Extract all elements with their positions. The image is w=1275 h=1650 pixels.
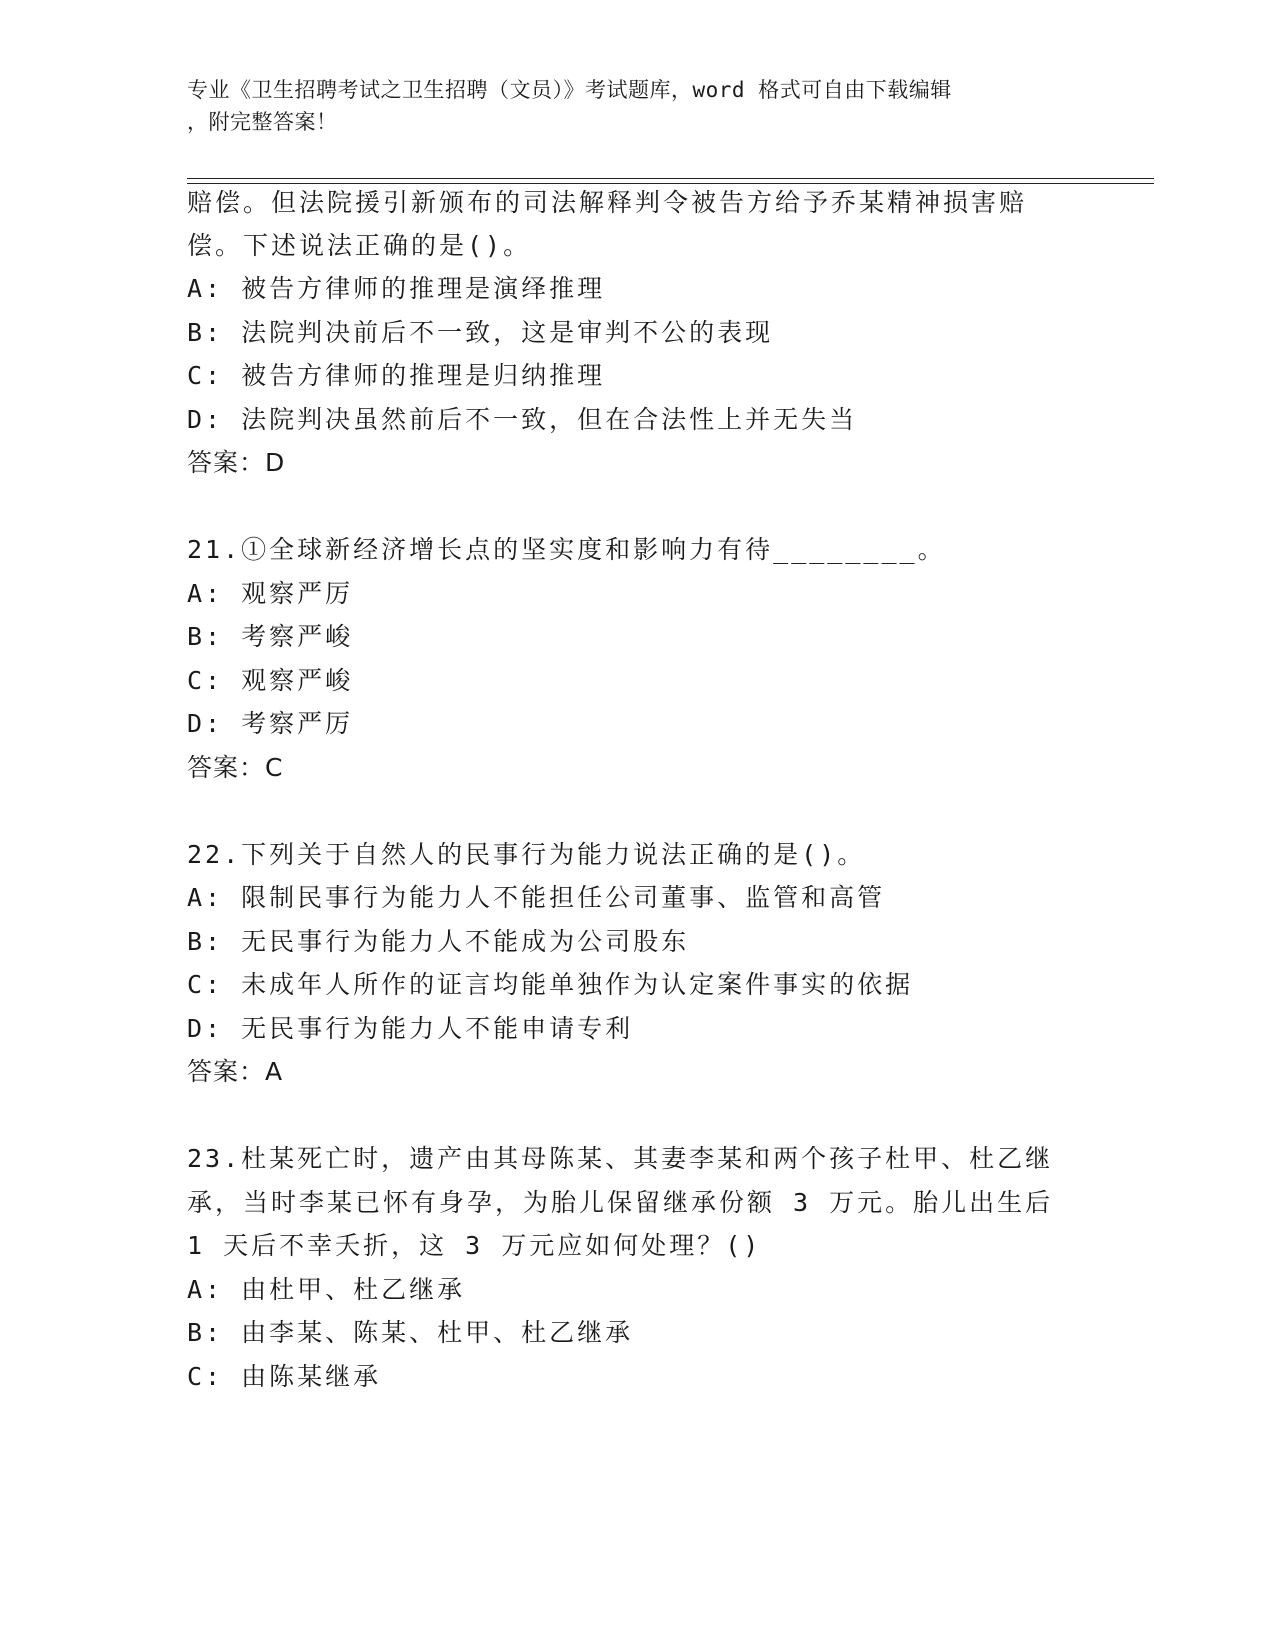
- option-d: D: 无民事行为能力人不能申请专利: [187, 1014, 634, 1043]
- option-b: B: 法院判决前后不一致，这是审判不公的表现: [187, 318, 774, 347]
- header-divider-bottom: [187, 183, 1154, 184]
- option-b: B: 由李某、陈某、杜甲、杜乙继承: [187, 1318, 634, 1347]
- question-22-text: 22.下列关于自然人的民事行为能力说法正确的是()。: [187, 840, 866, 869]
- answer-label: 答案：C: [187, 753, 284, 782]
- header-line-2: ，附完整答案！: [187, 110, 338, 134]
- question-23-text-line: 23.杜某死亡时，遗产由其母陈某、其妻李某和两个孩子杜甲、杜乙继: [187, 1144, 1054, 1173]
- option-b: B: 考察严峻: [187, 622, 354, 651]
- answer-label: 答案：D: [187, 448, 286, 477]
- option-a: A: 被告方律师的推理是演绎推理: [187, 274, 606, 303]
- option-a: A: 由杜甲、杜乙继承: [187, 1275, 466, 1304]
- question-23-text-line: 承，当时李某已怀有身孕，为胎儿保留继承份额 3 万元。胎儿出生后: [187, 1188, 1054, 1217]
- option-a: A: 限制民事行为能力人不能担任公司董事、监管和高管: [187, 883, 886, 912]
- option-c: C: 未成年人所作的证言均能单独作为认定案件事实的依据: [187, 970, 914, 999]
- option-a: A: 观察严厉: [187, 579, 354, 608]
- question-23-text-line: 1 天后不幸夭折，这 3 万元应如何处理？(): [187, 1231, 762, 1260]
- question-21-text: 21.①全球新经济增长点的坚实度和影响力有待________。: [187, 535, 946, 564]
- header-divider-top: [187, 178, 1154, 179]
- answer-label: 答案：A: [187, 1057, 284, 1086]
- option-c: C: 观察严峻: [187, 666, 354, 695]
- option-c: C: 被告方律师的推理是归纳推理: [187, 361, 606, 390]
- document-header: [187, 74, 1067, 138]
- header-line-1: 专业《卫生招聘考试之卫生招聘（文员）》考试题库，word 格式可自由下载编辑: [187, 78, 952, 102]
- option-b: B: 无民事行为能力人不能成为公司股东: [187, 927, 690, 956]
- option-d: D: 考察严厉: [187, 709, 354, 738]
- question-text-line: 赔偿。但法院援引新颁布的司法解释判令被告方给予乔某精神损害赔: [187, 188, 1028, 217]
- option-c: C: 由陈某继承: [187, 1362, 382, 1391]
- question-text-line: 偿。下述说法正确的是()。: [187, 231, 532, 260]
- option-d: D: 法院判决虽然前后不一致，但在合法性上并无失当: [187, 405, 858, 434]
